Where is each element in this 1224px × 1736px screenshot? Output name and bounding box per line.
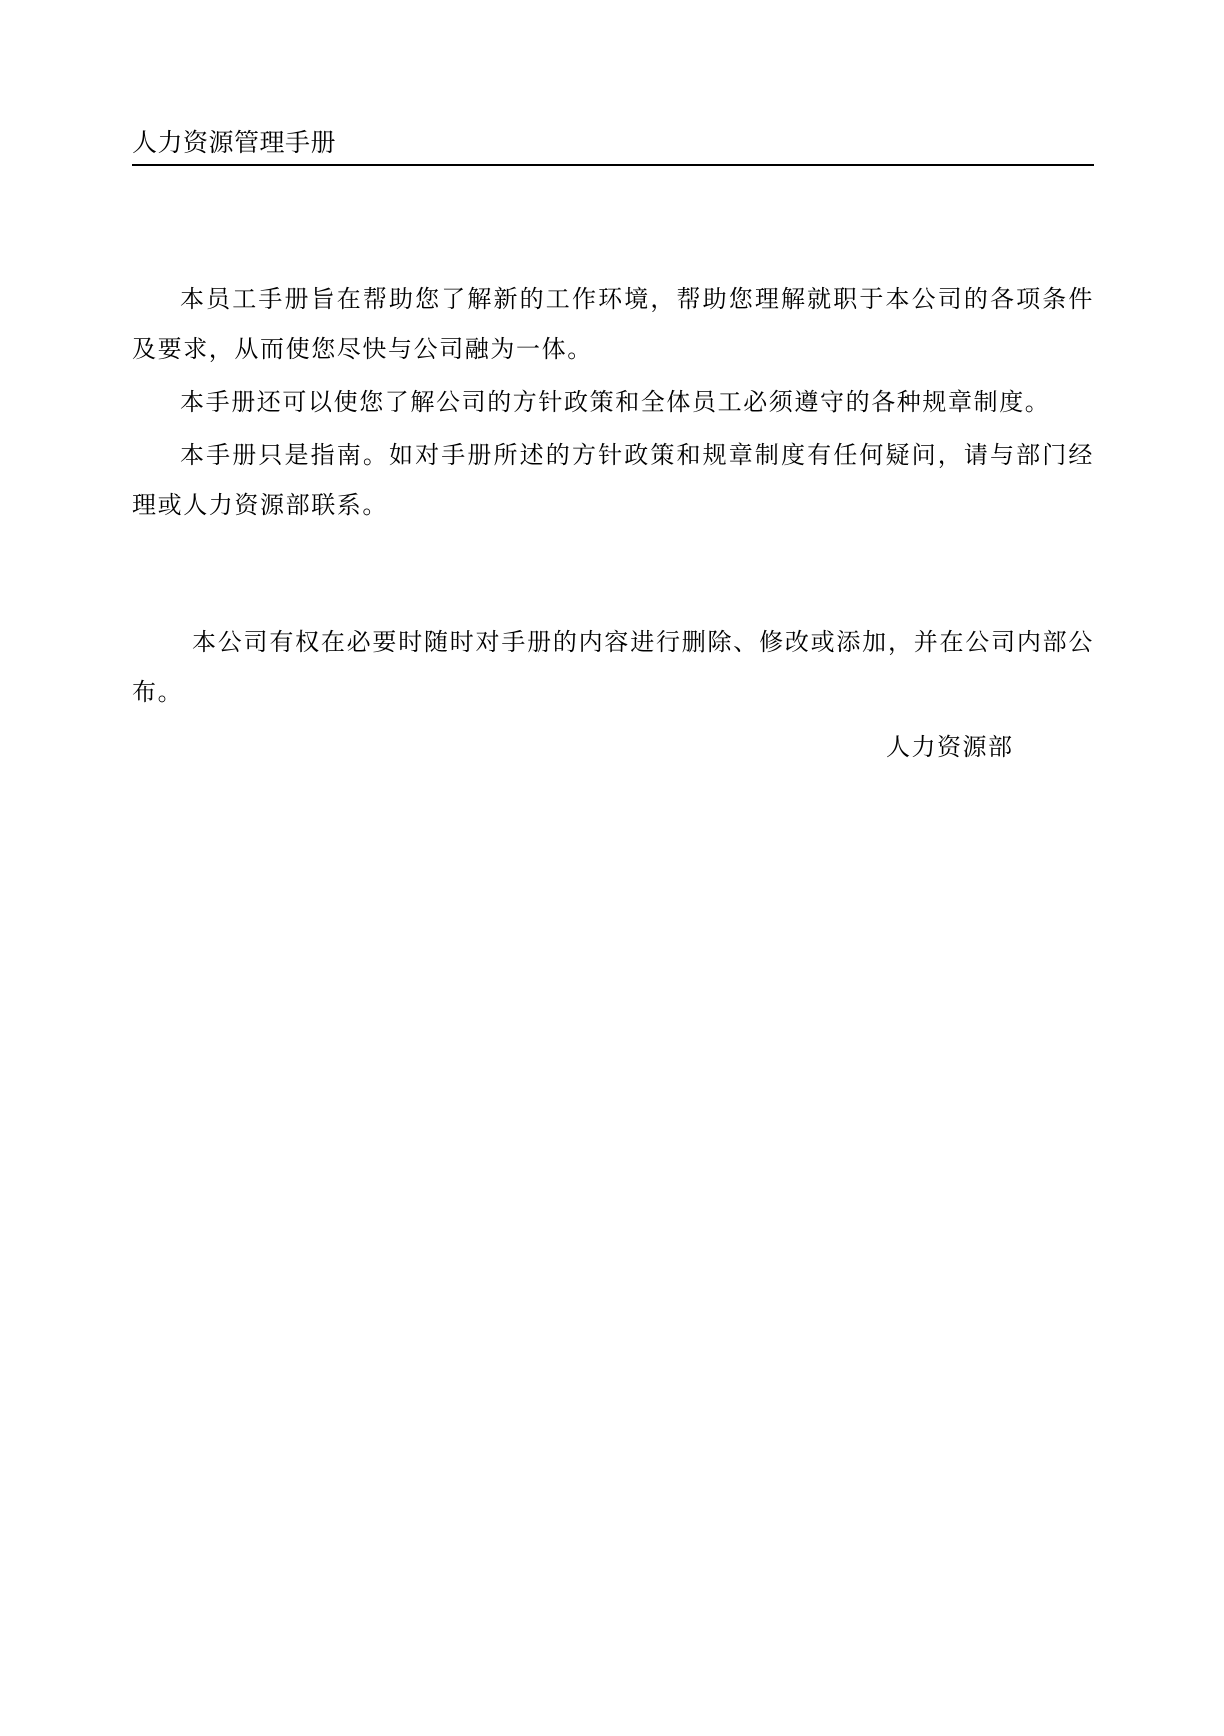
header-title: 人力资源管理手册 bbox=[132, 128, 337, 157]
rights-paragraph-block bbox=[132, 617, 1094, 717]
page-header bbox=[132, 118, 1094, 166]
intro-paragraph: 本员工手册旨在帮助您了解新的工作环境，帮助您理解就职于本公司的各项条件及要求，从而使您尽快与公司融为一体。 bbox=[132, 285, 1094, 363]
policy-paragraph: 本手册还可以使您了解公司的方针政策和全体员工必须遵守的各种规章制度。 bbox=[180, 388, 1051, 416]
department-signature: 人力资源部 bbox=[886, 733, 1014, 761]
intro-paragraph-block bbox=[132, 274, 1094, 374]
policy-paragraph-block bbox=[132, 377, 1094, 427]
guide-paragraph: 本手册只是指南。如对手册所述的方针政策和规章制度有任何疑问，请与部门经理或人力资源部联系。 bbox=[132, 441, 1094, 519]
guide-paragraph-block bbox=[132, 430, 1094, 530]
rights-paragraph: 本公司有权在必要时随时对手册的内容进行删除、修改或添加，并在公司内部公布。 bbox=[132, 628, 1094, 706]
